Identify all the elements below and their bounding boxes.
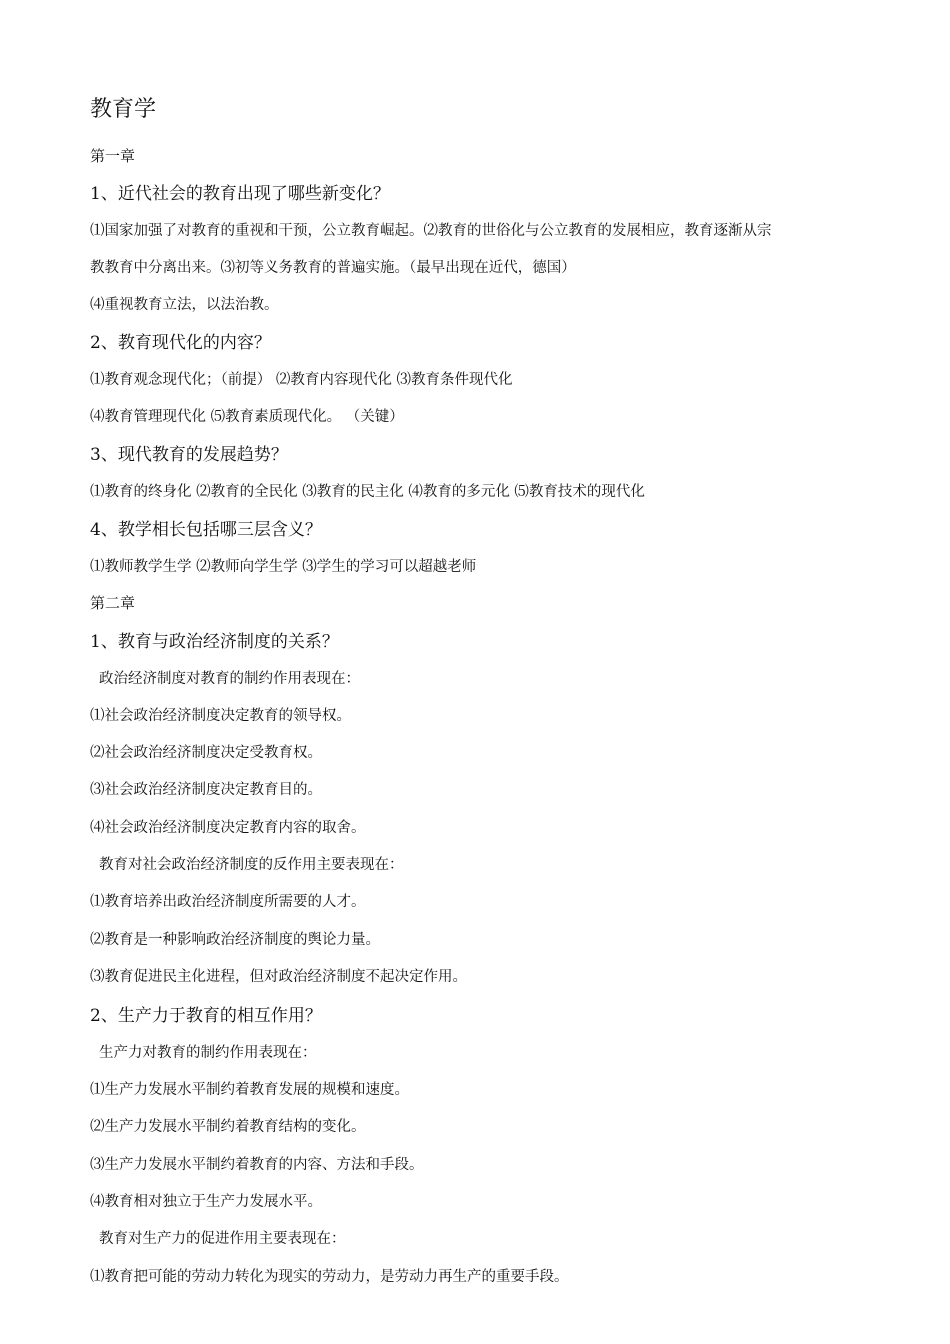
paragraph-line: 教教育中分离出来。⑶初等义务教育的普遍实施。（最早出现在近代，德国） bbox=[90, 260, 576, 276]
paragraph-line: ⑴教育观念现代化；（前提） ⑵教育内容现代化 ⑶教育条件现代化 bbox=[90, 372, 513, 388]
paragraph-line: ⑴社会政治经济制度决定教育的领导权。 bbox=[90, 708, 351, 724]
chapter-heading: 第一章 bbox=[90, 147, 136, 165]
paragraph-line: ⑴教育培养出政治经济制度所需要的人才。 bbox=[90, 894, 366, 910]
question-heading: 3、现代教育的发展趋势？ bbox=[90, 445, 288, 465]
paragraph-line: ⑵教育是一种影响政治经济制度的舆论力量。 bbox=[90, 932, 380, 948]
paragraph-line: ⑵社会政治经济制度决定受教育权。 bbox=[90, 745, 322, 761]
paragraph-line: ⑴教师教学生学 ⑵教师向学生学 ⑶学生的学习可以超越老师 bbox=[90, 559, 477, 575]
chapter-heading: 第二章 bbox=[90, 594, 136, 612]
question-heading: 1、近代社会的教育出现了哪些新变化？ bbox=[90, 184, 390, 204]
paragraph-line: ⑷教育管理现代化 ⑸教育素质现代化。 （关键） bbox=[90, 409, 404, 425]
paragraph-line: 政治经济制度对教育的制约作用表现在： bbox=[99, 671, 360, 687]
paragraph-line: ⑴生产力发展水平制约着教育发展的规模和速度。 bbox=[90, 1082, 409, 1098]
paragraph-line: ⑷教育相对独立于生产力发展水平。 bbox=[90, 1194, 322, 1210]
question-heading: 2、教育现代化的内容？ bbox=[90, 333, 271, 353]
paragraph-line: 生产力对教育的制约作用表现在： bbox=[99, 1045, 317, 1061]
document-title: 教育学 bbox=[90, 97, 157, 122]
paragraph-line: ⑵生产力发展水平制约着教育结构的变化。 bbox=[90, 1119, 366, 1135]
paragraph-line: 教育对生产力的促进作用主要表现在： bbox=[99, 1231, 346, 1247]
paragraph-line: ⑶生产力发展水平制约着教育的内容、方法和手段。 bbox=[90, 1157, 424, 1173]
paragraph-line: ⑴国家加强了对教育的重视和干预，公立教育崛起。⑵教育的世俗化与公立教育的发展相应，教育逐渐从宗 bbox=[90, 223, 772, 239]
question-heading: 4、教学相长包括哪三层含义？ bbox=[90, 520, 322, 540]
paragraph-line: 教育对社会政治经济制度的反作用主要表现在： bbox=[99, 857, 404, 873]
question-heading: 2、生产力于教育的相互作用？ bbox=[90, 1006, 322, 1026]
paragraph-line: ⑴教育把可能的劳动力转化为现实的劳动力，是劳动力再生产的重要手段。 bbox=[90, 1269, 569, 1285]
paragraph-line: ⑴教育的终身化 ⑵教育的全民化 ⑶教育的民主化 ⑷教育的多元化 ⑸教育技术的现代化 bbox=[90, 484, 645, 500]
paragraph-line: ⑷社会政治经济制度决定教育内容的取舍。 bbox=[90, 820, 366, 836]
paragraph-line: ⑶教育促进民主化进程，但对政治经济制度不起决定作用。 bbox=[90, 969, 467, 985]
paragraph-line: ⑷重视教育立法，以法治教。 bbox=[90, 297, 279, 313]
paragraph-line: ⑶社会政治经济制度决定教育目的。 bbox=[90, 782, 322, 798]
question-heading: 1、教育与政治经济制度的关系？ bbox=[90, 632, 339, 652]
